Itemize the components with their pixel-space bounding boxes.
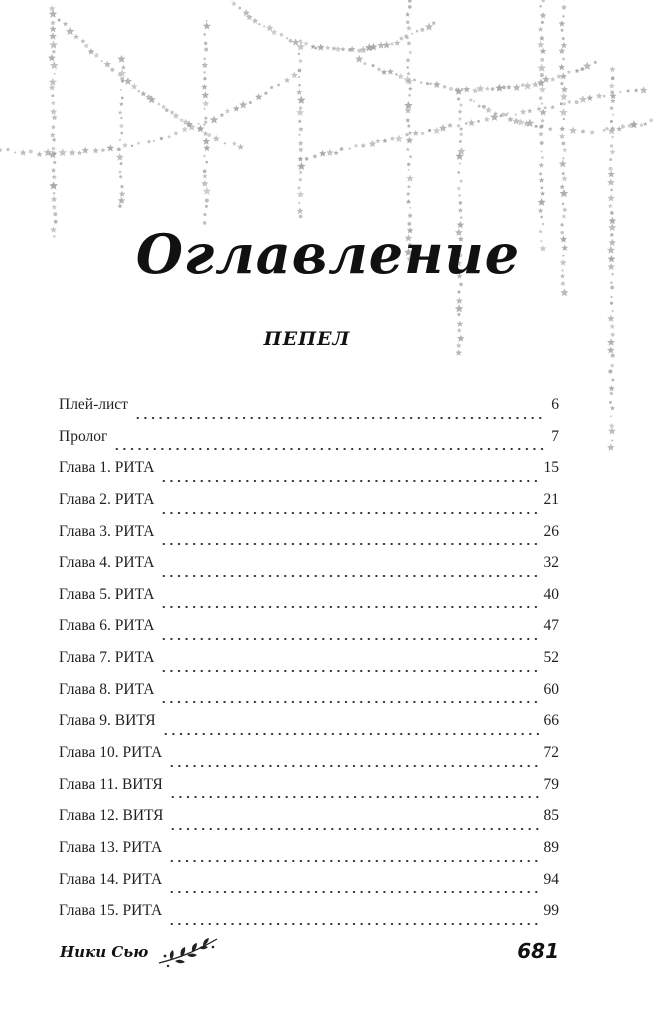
toc-row[interactable] — [59, 491, 559, 523]
toc-row[interactable] — [59, 902, 559, 934]
toc-row[interactable] — [59, 428, 559, 460]
dot-leader — [168, 891, 538, 893]
toc-page: 79 — [543, 775, 559, 793]
toc-page: 40 — [543, 585, 559, 603]
dot-leader — [134, 417, 546, 419]
part-title: ПЕПЕЛ — [263, 328, 351, 350]
toc-page: 21 — [543, 490, 559, 508]
toc-row[interactable] — [59, 712, 559, 744]
toc-label: Пролог — [59, 427, 108, 445]
dot-leader — [168, 860, 538, 862]
toc-row[interactable] — [59, 459, 559, 491]
toc-page: 52 — [543, 649, 559, 667]
leaf-sprig-icon — [157, 935, 221, 969]
dot-leader — [160, 480, 538, 482]
page-number: 681 — [517, 939, 559, 963]
dot-leader — [160, 575, 538, 577]
dot-leader — [160, 606, 538, 608]
toc-row[interactable] — [59, 681, 559, 713]
toc-row[interactable] — [59, 744, 559, 776]
toc-label: Глава 3. РИТА — [59, 522, 155, 540]
dot-leader — [113, 448, 546, 450]
dot-leader — [160, 670, 538, 672]
toc-label: Глава 11. ВИТЯ — [59, 775, 163, 793]
toc-page: 6 — [551, 396, 559, 413]
dot-leader — [162, 733, 539, 735]
toc-row[interactable] — [59, 839, 559, 871]
toc-row[interactable] — [59, 554, 559, 586]
toc-label: Глава 8. РИТА — [59, 680, 155, 698]
toc-page: 99 — [543, 902, 559, 920]
toc-page: 32 — [543, 554, 559, 572]
dot-leader — [169, 828, 538, 830]
dot-leader — [160, 543, 538, 545]
toc-row[interactable] — [59, 586, 559, 618]
toc-label: Глава 14. РИТА — [59, 870, 163, 888]
toc-page: 89 — [543, 838, 559, 856]
dot-leader — [169, 796, 539, 798]
toc-row[interactable] — [59, 649, 559, 681]
toc-label: Глава 5. РИТА — [59, 585, 155, 603]
table-of-contents — [59, 396, 559, 934]
toc-label: Глава 15. РИТА — [59, 902, 163, 920]
toc-label: Глава 4. РИТА — [59, 554, 155, 572]
toc-label: Глава 10. РИТА — [59, 744, 163, 762]
toc-row[interactable] — [59, 396, 559, 428]
toc-page: 60 — [543, 680, 559, 698]
toc-label: Глава 1. РИТА — [59, 459, 155, 477]
toc-row[interactable] — [59, 523, 559, 555]
toc-label: Глава 9. ВИТЯ — [59, 712, 156, 730]
toc-label: Глава 13. РИТА — [59, 838, 163, 856]
toc-row[interactable] — [59, 617, 559, 649]
dot-leader — [160, 638, 538, 640]
toc-label: Глава 7. РИТА — [59, 649, 155, 667]
toc-page: 15 — [543, 459, 559, 477]
toc-row[interactable] — [59, 776, 559, 808]
toc-row[interactable] — [59, 807, 559, 839]
toc-page: 66 — [543, 712, 559, 730]
toc-label: Плей-лист — [59, 396, 128, 413]
dot-leader — [160, 701, 538, 703]
dot-leader — [168, 923, 538, 925]
toc-page: 26 — [543, 522, 559, 540]
toc-page: 47 — [543, 617, 559, 635]
toc-page: 72 — [543, 744, 559, 762]
toc-page: 7 — [551, 427, 559, 445]
dot-leader — [168, 765, 538, 767]
toc-row[interactable] — [59, 871, 559, 903]
toc-page: 94 — [543, 870, 559, 888]
footer-author: Ники Сью — [60, 943, 149, 961]
toc-label: Глава 6. РИТА — [59, 617, 155, 635]
toc-page: 85 — [543, 807, 559, 825]
toc-label: Глава 12. ВИТЯ — [59, 807, 164, 825]
dot-leader — [160, 512, 538, 514]
toc-label: Глава 2. РИТА — [59, 490, 155, 508]
page-title: Оглавление — [135, 222, 521, 286]
